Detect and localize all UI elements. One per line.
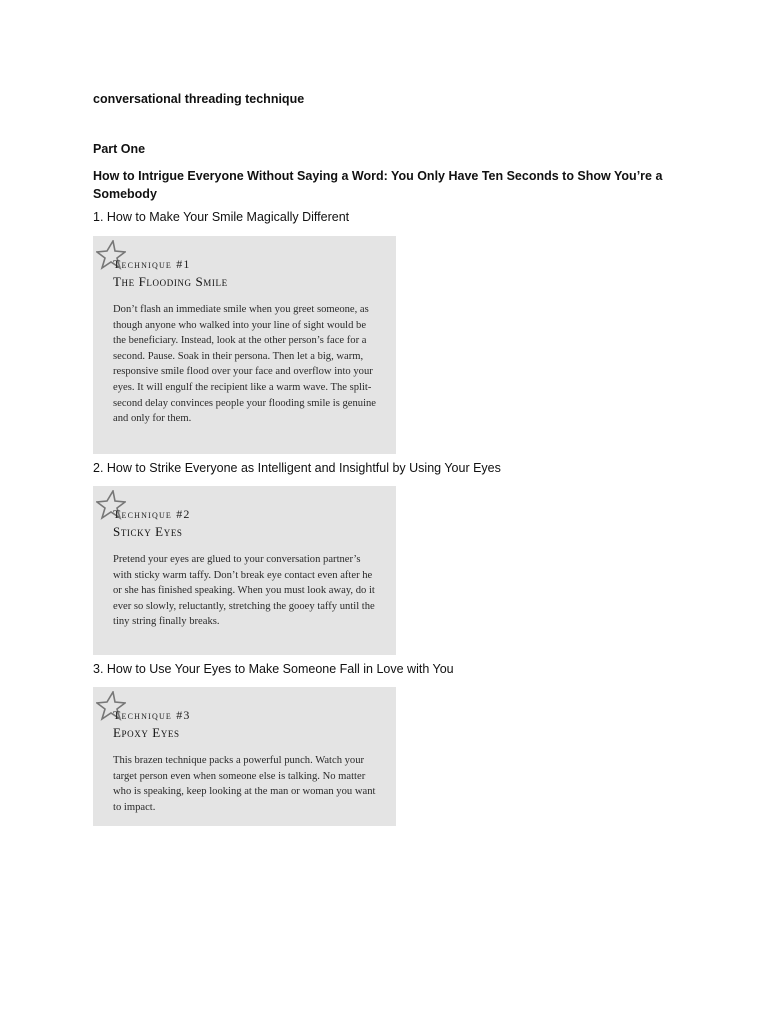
technique-body: Pretend your eyes are glued to your conversation partner’s with sticky warm taffy. Don’t break eye contact even after he or she has finished speaking. When you must look away, do it ever so slowly, reluctantly, stretching the gooey taffy until the tiny string finally breaks.	[113, 554, 375, 628]
technique-name: Sticky Eyes	[113, 524, 183, 539]
technique-box-3	[93, 687, 396, 826]
section-heading-1: 1. How to Make Your Smile Magically Different	[93, 210, 350, 224]
section-heading-3: 3. How to Use Your Eyes to Make Someone Fall in Love with You	[93, 662, 454, 676]
technique-name: Epoxy Eyes	[113, 725, 180, 740]
technique-label: Technique #2	[113, 507, 191, 521]
document-title: conversational threading technique	[93, 92, 305, 106]
section-heading-2: 2. How to Strike Everyone as Intelligent and Insightful by Using Your Eyes	[93, 461, 501, 475]
technique-box-2	[93, 486, 396, 655]
part-heading: Part One	[93, 142, 146, 156]
technique-label: Technique #3	[113, 708, 191, 722]
technique-body: This brazen technique packs a powerful punch. Watch your target person even when someone else is talking. No matter who is speaking, keep looking at the man or woman you want to impact.	[113, 755, 376, 813]
technique-box-1	[93, 236, 396, 454]
technique-name: The Flooding Smile	[113, 274, 228, 289]
technique-label: Technique #1	[113, 257, 191, 271]
part-subtitle: How to Intrigue Everyone Without Saying a Word: You Only Have Ten Seconds to Show You’re a Somebody	[93, 169, 663, 201]
technique-body: Don’t flash an immediate smile when you greet someone, as though anyone who walked into your line of sight would be the beneficiary. Instead, look at the other person’s face for a second. Pause. Soak in their persona. Then let a big, warm, responsive smile flood over your face and overflow into your eyes. It will engulf the recipient like a warm wave. The split-second delay convinces people your flooding smile is genuine and only for them.	[113, 304, 377, 425]
